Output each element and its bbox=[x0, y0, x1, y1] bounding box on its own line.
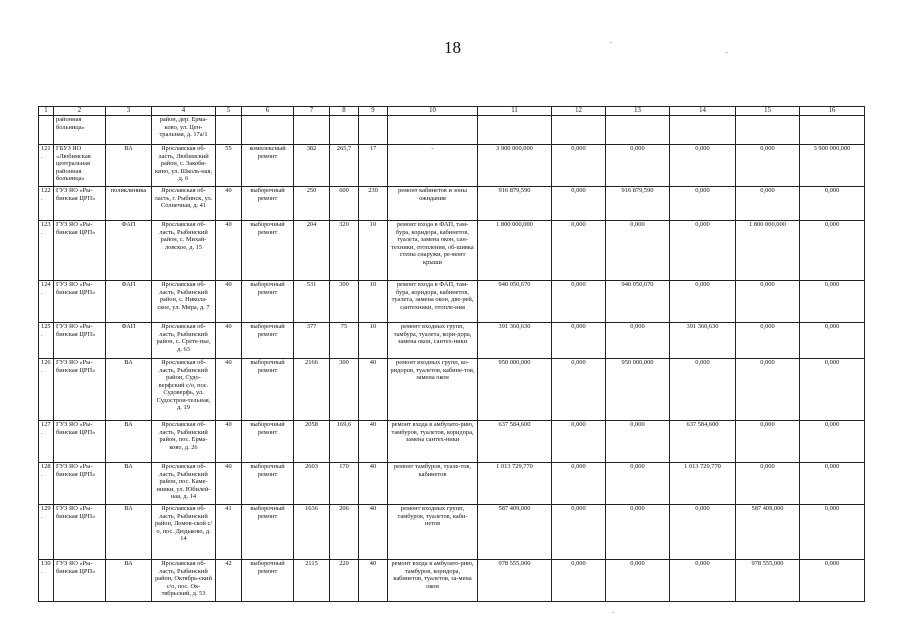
wear-cell: 10 bbox=[359, 221, 388, 281]
cost-col16-cell: 0,000 bbox=[800, 359, 865, 421]
scan-speck bbox=[610, 42, 612, 43]
row-number: 121. bbox=[39, 145, 54, 187]
volume-cell: 75 bbox=[330, 323, 359, 359]
area-cell: 204 bbox=[294, 221, 330, 281]
cost-col13-cell: 950 000,000 bbox=[606, 359, 670, 421]
wear-cell: 40 bbox=[359, 421, 388, 463]
cost-col15-cell: 587 409,000 bbox=[736, 505, 800, 560]
repair-kind-cell: выборочный ремонт bbox=[242, 281, 294, 323]
address-cell: Ярославская об-ласть, Рыбинский район, пос. Каме-нники, ул. Юбилей-ная, д. 14 bbox=[152, 463, 216, 505]
year-cell bbox=[216, 116, 242, 145]
cost-col16-cell: 0,000 bbox=[800, 221, 865, 281]
cost-col16-cell: 0,000 bbox=[800, 323, 865, 359]
works-cell: ремонт кабинетов и зоны ожидания bbox=[388, 187, 478, 221]
area-cell: 382 bbox=[294, 145, 330, 187]
total-cost-cell: 916 879,590 bbox=[478, 187, 552, 221]
organization-cell: ГУЗ ЯО «Ры-бинская ЦРП» bbox=[54, 323, 106, 359]
organization-cell: ГУЗ ЯО «Ры-бинская ЦРП» bbox=[54, 187, 106, 221]
year-cell: 40 bbox=[216, 221, 242, 281]
cost-col13-cell: 0,000 bbox=[606, 463, 670, 505]
cost-col14-cell bbox=[670, 116, 736, 145]
volume-cell: 600 bbox=[330, 187, 359, 221]
works-cell: ремонт входных групп, тамбуров, туалетов, каби-нетов bbox=[388, 505, 478, 560]
cost-col15-cell bbox=[736, 116, 800, 145]
address-cell: Ярославская об-ласть, Рыбинский район, Ломов-ской с/о, пос. Дюдьково, д. 14 bbox=[152, 505, 216, 560]
cost-col14-cell: 0,000 bbox=[670, 145, 736, 187]
organization-cell: ГУЗ ЯО «Ры-бинская ЦРП» bbox=[54, 221, 106, 281]
cost-col15-cell: 0,000 bbox=[736, 359, 800, 421]
cost-col14-cell: 1 013 729,770 bbox=[670, 463, 736, 505]
total-cost-cell: 587 409,000 bbox=[478, 505, 552, 560]
row-number: 126. bbox=[39, 359, 54, 421]
wear-cell: 40 bbox=[359, 560, 388, 602]
cost-col15-cell: 0,000 bbox=[736, 421, 800, 463]
repair-kind-cell: выборочный ремонт bbox=[242, 187, 294, 221]
cost-col13-cell: 0,000 bbox=[606, 505, 670, 560]
cost-col13-cell: 0,000 bbox=[606, 323, 670, 359]
cost-col15-cell: 978 555,000 bbox=[736, 560, 800, 602]
facility-type-cell: ФАП bbox=[106, 281, 152, 323]
row-number: 124. bbox=[39, 281, 54, 323]
cost-col14-cell: 0,000 bbox=[670, 187, 736, 221]
organization-cell: ГУЗ ЯО «Ры-бинская ЦРП» bbox=[54, 421, 106, 463]
repair-kind-cell: выборочный ремонт bbox=[242, 359, 294, 421]
organization-cell: ГУЗ ЯО «Ры-бинская ЦРП» bbox=[54, 463, 106, 505]
cost-col12-cell: 0,000 bbox=[552, 560, 606, 602]
total-cost-cell: 3 900 000,000 bbox=[478, 145, 552, 187]
row-number: 128. bbox=[39, 463, 54, 505]
cost-col13-cell bbox=[606, 116, 670, 145]
year-cell: 41 bbox=[216, 505, 242, 560]
volume-cell: 265,7 bbox=[330, 145, 359, 187]
column-number: 7 bbox=[294, 107, 330, 116]
repair-kind-cell: выборочный ремонт bbox=[242, 560, 294, 602]
works-cell: ремонт входа в амбулато-рию, тамбуров, коридора, кабинетов, туалетов, за-мена окон bbox=[388, 560, 478, 602]
row-number bbox=[39, 116, 54, 145]
cost-col14-cell: 0,000 bbox=[670, 281, 736, 323]
works-cell: ремонт входа в ФАП, там-бура, коридора, кабинетов, туалета, замена окон, сан-техники, отопления, об-шивка стены снаружи, ре-монт крыши bbox=[388, 221, 478, 281]
works-cell: ремонт входных групп, тамбура, туалета, кори-дора, замена окон, сантех-ники bbox=[388, 323, 478, 359]
table-row bbox=[39, 421, 865, 463]
address-cell: Ярославская об-ласть, Рыбинский район, с. Михай-ловское, д. 15 bbox=[152, 221, 216, 281]
facility-type-cell: ВА bbox=[106, 359, 152, 421]
address-cell: Ярославская об-ласть, Рыбинский район, Судо-верфский с/о, пос. Судоверфь, ул. Судострои-тельная, д. 19 bbox=[152, 359, 216, 421]
total-cost-cell: 940 050,670 bbox=[478, 281, 552, 323]
table-row bbox=[39, 560, 865, 602]
cost-col14-cell: 637 584,600 bbox=[670, 421, 736, 463]
cost-col16-cell: 0,000 bbox=[800, 421, 865, 463]
total-cost-cell: 1 013 729,770 bbox=[478, 463, 552, 505]
organization-cell: ГУЗ ЯО «Ры-бинская ЦРП» bbox=[54, 281, 106, 323]
cost-col12-cell: 0,000 bbox=[552, 323, 606, 359]
table-row bbox=[39, 187, 865, 221]
column-number: 1 bbox=[39, 107, 54, 116]
organization-cell: ГУЗ ЯО «Ры-бинская ЦРП» bbox=[54, 505, 106, 560]
cost-col13-cell: 0,000 bbox=[606, 421, 670, 463]
cost-col12-cell: 0,000 bbox=[552, 463, 606, 505]
year-cell: 40 bbox=[216, 323, 242, 359]
area-cell: 377 bbox=[294, 323, 330, 359]
year-cell: 40 bbox=[216, 281, 242, 323]
area-cell: 531 bbox=[294, 281, 330, 323]
cost-col14-cell: 0,000 bbox=[670, 359, 736, 421]
area-cell bbox=[294, 116, 330, 145]
area-cell: 1636 bbox=[294, 505, 330, 560]
table-row bbox=[39, 359, 865, 421]
facility-type-cell: ВА bbox=[106, 145, 152, 187]
area-cell: 250 bbox=[294, 187, 330, 221]
cost-col14-cell: 0,000 bbox=[670, 505, 736, 560]
year-cell: 40 bbox=[216, 359, 242, 421]
facility-type-cell: ВА bbox=[106, 463, 152, 505]
address-cell: Ярославская об-ласть, Рыбинский район, с. Срете-нье, д. 63 bbox=[152, 323, 216, 359]
row-number: 130. bbox=[39, 560, 54, 602]
year-cell: 55 bbox=[216, 145, 242, 187]
column-number: 15 bbox=[736, 107, 800, 116]
volume-cell: 169,6 bbox=[330, 421, 359, 463]
cost-col16-cell: 0,000 bbox=[800, 463, 865, 505]
row-number: 129. bbox=[39, 505, 54, 560]
address-cell: Ярославская об-ласть, Рыбинский район, пос. Ерма-ково, д. 26 bbox=[152, 421, 216, 463]
volume-cell: 170 bbox=[330, 463, 359, 505]
cost-col15-cell: 0,000 bbox=[736, 145, 800, 187]
table-row bbox=[39, 116, 865, 145]
works-cell: - bbox=[388, 145, 478, 187]
volume-cell: 206 bbox=[330, 505, 359, 560]
column-number: 16 bbox=[800, 107, 865, 116]
cost-col12-cell: 0,000 bbox=[552, 505, 606, 560]
row-number: 123. bbox=[39, 221, 54, 281]
volume-cell: 320 bbox=[330, 221, 359, 281]
volume-cell: 300 bbox=[330, 281, 359, 323]
address-cell: Ярославская об-ласть, Рыбинский район, с. Никола-ское, ул. Мира, д. 7 bbox=[152, 281, 216, 323]
cost-col15-cell: 0,000 bbox=[736, 463, 800, 505]
works-cell: ремонт входных групп, ко-ридоров, туалетов, кабине-тов, замена окон bbox=[388, 359, 478, 421]
cost-col12-cell: 0,000 bbox=[552, 359, 606, 421]
column-number: 14 bbox=[670, 107, 736, 116]
cost-col16-cell bbox=[800, 116, 865, 145]
table-row bbox=[39, 221, 865, 281]
cost-col12-cell: 0,000 bbox=[552, 281, 606, 323]
works-cell: ремонт входа в амбулато-рию, тамбуров, туалетов, коридора, замена сантех-ники bbox=[388, 421, 478, 463]
year-cell: 40 bbox=[216, 421, 242, 463]
repair-kind-cell: выборочный ремонт bbox=[242, 505, 294, 560]
total-cost-cell: 978 555,000 bbox=[478, 560, 552, 602]
wear-cell: 40 bbox=[359, 505, 388, 560]
wear-cell: 17 bbox=[359, 145, 388, 187]
cost-col12-cell: 0,000 bbox=[552, 145, 606, 187]
cost-col12-cell: 0,000 bbox=[552, 421, 606, 463]
facility-type-cell: ВА bbox=[106, 421, 152, 463]
total-cost-cell: 950 000,000 bbox=[478, 359, 552, 421]
row-number: 127. bbox=[39, 421, 54, 463]
cost-col14-cell: 0,000 bbox=[670, 560, 736, 602]
column-number: 4 bbox=[152, 107, 216, 116]
address-cell: Ярославская об-ласть, Любимский район, с. Закобя-кино, ул. Школь-ная, д. 6 bbox=[152, 145, 216, 187]
address-cell: Ярославская об-ласть, Рыбинский район, Октябрь-ский с/о, пос. Ок-тябрьский, д. 53 bbox=[152, 560, 216, 602]
total-cost-cell: 391 360,630 bbox=[478, 323, 552, 359]
scan-speck bbox=[726, 52, 728, 53]
column-number: 12 bbox=[552, 107, 606, 116]
works-cell: ремонт входа в ФАП, там-бура, коридора, кабинетов, туалета, замена окон, две-рей, сантехники, отопле-ния bbox=[388, 281, 478, 323]
repair-kind-cell bbox=[242, 116, 294, 145]
year-cell: 42 bbox=[216, 560, 242, 602]
year-cell: 40 bbox=[216, 187, 242, 221]
organization-cell: ГУЗ ЯО «Ры-бинская ЦРП» bbox=[54, 560, 106, 602]
repair-kind-cell: комплексный ремонт bbox=[242, 145, 294, 187]
cost-col12-cell: 0,000 bbox=[552, 187, 606, 221]
cost-col15-cell: 1 800 000,000 bbox=[736, 221, 800, 281]
cost-col16-cell: 3 900 000,000 bbox=[800, 145, 865, 187]
column-number: 9 bbox=[359, 107, 388, 116]
table-row bbox=[39, 145, 865, 187]
wear-cell: 10 bbox=[359, 281, 388, 323]
area-cell: 2058 bbox=[294, 421, 330, 463]
cost-col15-cell: 0,000 bbox=[736, 281, 800, 323]
table-row bbox=[39, 281, 865, 323]
total-cost-cell: 637 584,600 bbox=[478, 421, 552, 463]
cost-col14-cell: 391 360,630 bbox=[670, 323, 736, 359]
volume-cell bbox=[330, 116, 359, 145]
cost-col13-cell: 0,000 bbox=[606, 221, 670, 281]
works-cell bbox=[388, 116, 478, 145]
row-number: 122. bbox=[39, 187, 54, 221]
cost-col15-cell: 0,000 bbox=[736, 187, 800, 221]
cost-col15-cell: 0,000 bbox=[736, 323, 800, 359]
facility-type-cell: ВА bbox=[106, 560, 152, 602]
cost-col16-cell: 0,000 bbox=[800, 187, 865, 221]
cost-col13-cell: 916 879,590 bbox=[606, 187, 670, 221]
facility-type-cell: ФАП bbox=[106, 323, 152, 359]
cost-col13-cell: 0,000 bbox=[606, 145, 670, 187]
address-cell: Ярославская об-ласть, г. Рыбинск, ул. Солнечная, д. 41 bbox=[152, 187, 216, 221]
area-cell: 2603 bbox=[294, 463, 330, 505]
facility-type-cell: ФАП bbox=[106, 221, 152, 281]
column-number: 11 bbox=[478, 107, 552, 116]
table-row bbox=[39, 505, 865, 560]
repair-kind-cell: выборочный ремонт bbox=[242, 463, 294, 505]
year-cell: 40 bbox=[216, 463, 242, 505]
cost-col13-cell: 940 050,670 bbox=[606, 281, 670, 323]
wear-cell: 10 bbox=[359, 323, 388, 359]
facility-type-cell: ВА bbox=[106, 505, 152, 560]
total-cost-cell bbox=[478, 116, 552, 145]
wear-cell bbox=[359, 116, 388, 145]
column-number: 6 bbox=[242, 107, 294, 116]
repair-kind-cell: выборочный ремонт bbox=[242, 323, 294, 359]
column-number: 5 bbox=[216, 107, 242, 116]
repair-kind-cell: выборочный ремонт bbox=[242, 421, 294, 463]
repair-program-table bbox=[38, 106, 865, 602]
wear-cell: 40 bbox=[359, 359, 388, 421]
cost-col14-cell: 0,000 bbox=[670, 221, 736, 281]
column-number: 8 bbox=[330, 107, 359, 116]
column-number: 13 bbox=[606, 107, 670, 116]
area-cell: 2166 bbox=[294, 359, 330, 421]
volume-cell: 300 bbox=[330, 359, 359, 421]
column-number-row bbox=[39, 107, 865, 116]
address-cell: район, дер. Ерма-ково, ул. Цен-тральная, д. 17а/1 bbox=[152, 116, 216, 145]
cost-col16-cell: 0,000 bbox=[800, 560, 865, 602]
cost-col16-cell: 0,000 bbox=[800, 505, 865, 560]
table-row bbox=[39, 323, 865, 359]
column-number: 2 bbox=[54, 107, 106, 116]
wear-cell: 230 bbox=[359, 187, 388, 221]
repair-kind-cell: выборочный ремонт bbox=[242, 221, 294, 281]
facility-type-cell: поликлиника bbox=[106, 187, 152, 221]
total-cost-cell: 1 800 000,000 bbox=[478, 221, 552, 281]
area-cell: 2115 bbox=[294, 560, 330, 602]
facility-type-cell bbox=[106, 116, 152, 145]
row-number: 125. bbox=[39, 323, 54, 359]
wear-cell: 40 bbox=[359, 463, 388, 505]
organization-cell: ГБУЗ ЯО «Любимская центральная районная больница» bbox=[54, 145, 106, 187]
organization-cell: районная больница» bbox=[54, 116, 106, 145]
column-number: 10 bbox=[388, 107, 478, 116]
cost-col13-cell: 0,000 bbox=[606, 560, 670, 602]
cost-col16-cell: 0,000 bbox=[800, 281, 865, 323]
scan-speck bbox=[612, 612, 614, 613]
table-row bbox=[39, 463, 865, 505]
page-number: 18 bbox=[444, 38, 461, 57]
cost-col12-cell bbox=[552, 116, 606, 145]
cost-col12-cell: 0,000 bbox=[552, 221, 606, 281]
volume-cell: 220 bbox=[330, 560, 359, 602]
column-number: 3 bbox=[106, 107, 152, 116]
organization-cell: ГУЗ ЯО «Ры-бинская ЦРП» bbox=[54, 359, 106, 421]
works-cell: ремонт тамбуров, туале-тов, кабинетов bbox=[388, 463, 478, 505]
